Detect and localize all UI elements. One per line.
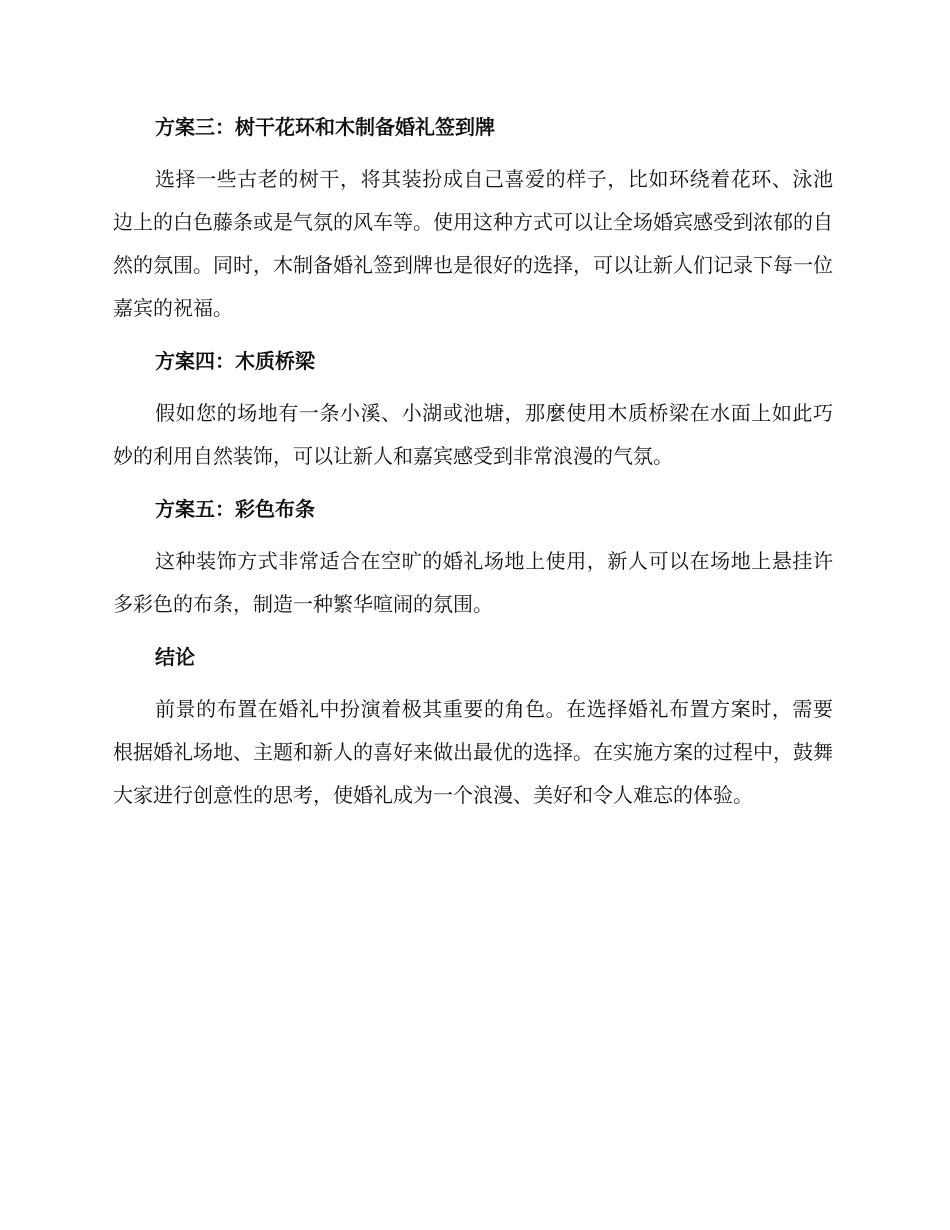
section-heading-plan-3: 方案三：树干花环和木制备婚礼签到牌 xyxy=(155,115,495,139)
section-paragraph-plan-5: 这种装饰方式非常适合在空旷的婚礼场地上使用，新人可以在场地上悬挂许多彩色的布条，制造一种繁华喧闹的氛围。 xyxy=(113,549,833,616)
section-heading-plan-5: 方案五：彩色布条 xyxy=(155,497,315,521)
section-heading-plan-4: 方案四：木质桥梁 xyxy=(155,349,315,373)
section-paragraph-conclusion: 前景的布置在婚礼中扮演着极其重要的角色。在选择婚礼布置方案时，需要根据婚礼场地、主题和新人的喜好来做出最优的选择。在实施方案的过程中，鼓舞大家进行创意性的思考，使婚礼成为一个浪漫、美好和令人难忘的体验。 xyxy=(113,697,833,807)
section-heading-conclusion: 结论 xyxy=(155,645,195,669)
document-body xyxy=(113,106,833,817)
section-paragraph-plan-4: 假如您的场地有一条小溪、小湖或池塘，那麼使用木质桥梁在水面上如此巧妙的利用自然装饰，可以让新人和嘉宾感受到非常浪漫的气氛。 xyxy=(113,401,833,468)
section-paragraph-plan-3: 选择一些古老的树干，将其装扮成自己喜爱的样子，比如环绕着花环、泳池边上的白色藤条或是气氛的风车等。使用这种方式可以让全场婚宾感受到浓郁的自然的氛围。同时，木制备婚礼签到牌也是很好的选择，可以让新人们记录下每一位嘉宾的祝福。 xyxy=(113,167,833,320)
